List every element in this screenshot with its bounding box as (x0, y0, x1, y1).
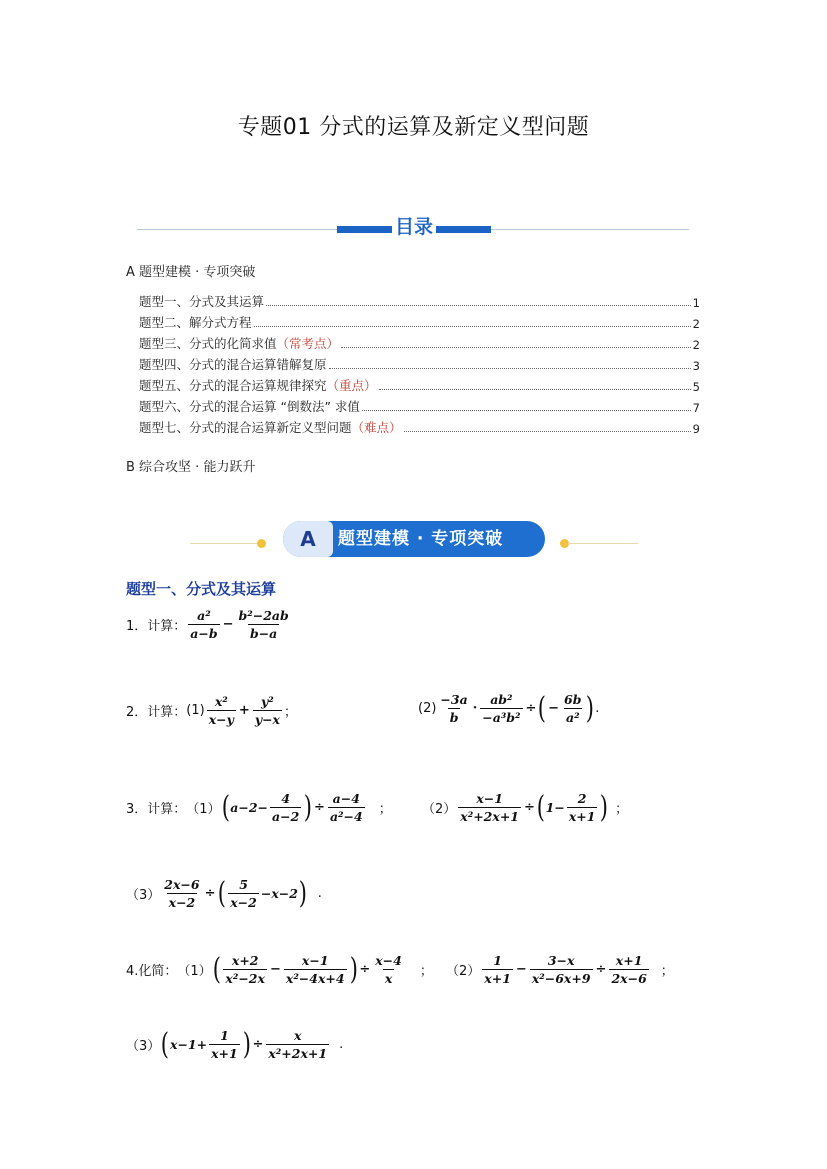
operator: − (515, 962, 527, 977)
denominator: 2x−6 (611, 971, 647, 986)
denominator: x+1 (484, 971, 511, 986)
toc-leader (266, 305, 691, 306)
banner-text: 题型建模 · 专项突破 (338, 529, 504, 549)
toc-leader (341, 347, 691, 348)
banner-dot-left (257, 539, 266, 548)
numerator: a−4 (332, 791, 360, 806)
numerator: 3−x (547, 953, 575, 968)
toc-item[interactable] (139, 334, 700, 352)
denominator: x²−2x (225, 971, 265, 986)
fraction (270, 791, 301, 824)
operator: − (222, 617, 234, 632)
toc-item-label: 题型一、分式及其运算 (139, 294, 265, 309)
operator: − (548, 701, 560, 716)
toc-item[interactable] (139, 292, 700, 310)
numerator: 4 (281, 791, 291, 806)
toc-rule-left (137, 229, 337, 230)
toc-item-page: 2 (692, 338, 700, 352)
fraction (438, 692, 469, 725)
sub-label: （1） (177, 964, 212, 979)
punctuation: ； (378, 802, 392, 817)
toc-item-label: 题型三、分式的化简求值 (139, 336, 277, 351)
punctuation: . (595, 701, 600, 716)
toc-item-label: 题型四、分式的混合运算错解复原 (139, 357, 327, 372)
operator: ÷ (524, 800, 535, 815)
fraction (188, 608, 219, 641)
toc-heading: 目录 (394, 216, 433, 238)
toc-leader (379, 389, 691, 390)
operator: ÷ (314, 800, 325, 815)
fraction (209, 1028, 240, 1061)
numerator: x−4 (375, 953, 402, 968)
problem-2 (126, 694, 297, 727)
denominator: x²−4x+4 (285, 971, 345, 986)
right-paren: ) (586, 690, 595, 726)
fraction (266, 1028, 329, 1061)
numerator: ab² (490, 692, 513, 707)
sub-label: (1) (186, 703, 205, 718)
denominator: x+1 (211, 1046, 238, 1061)
problem-4-part-2 (446, 953, 674, 986)
denominator: x−2 (168, 895, 196, 910)
denominator: y−x (254, 712, 281, 727)
problem-3 (126, 791, 392, 824)
right-paren: ) (304, 789, 313, 825)
fraction (253, 694, 282, 727)
fraction (228, 877, 259, 910)
right-paren: ) (242, 1026, 251, 1062)
toc-item[interactable] (139, 313, 700, 331)
toc-item-page: 1 (692, 296, 700, 310)
fraction (162, 877, 201, 910)
numerator: y² (261, 694, 274, 709)
problem-2-part-2 (418, 692, 599, 725)
fraction (609, 953, 648, 986)
toc-item-label: 题型七、分式的混合运算新定义型问题 (139, 420, 352, 435)
denominator: x+1 (568, 809, 596, 824)
term: 1− (545, 800, 565, 815)
toc-item[interactable] (139, 376, 700, 394)
numerator: a² (197, 608, 211, 623)
toc-accent-right (436, 226, 491, 233)
toc-leader (362, 410, 691, 411)
toc-leader (329, 368, 691, 369)
sub-label: （3） (126, 1039, 161, 1054)
toc-item[interactable] (139, 418, 700, 436)
punctuation: . (339, 1037, 344, 1052)
numerator: b²−2ab (238, 608, 289, 623)
numerator: 2 (577, 791, 587, 806)
denominator: a²−4 (329, 809, 363, 824)
sub-label: （3） (126, 888, 161, 903)
toc-item-note: （常考点） (276, 336, 340, 351)
left-paren: ( (212, 951, 221, 987)
operator: + (238, 703, 250, 718)
fraction (480, 692, 522, 725)
denominator: x (384, 971, 393, 986)
denominator: x²−6x+9 (531, 971, 591, 986)
problem-lead: 4.化简： (126, 964, 178, 979)
denominator: x²+2x+1 (268, 1046, 328, 1061)
numerator: x−1 (301, 953, 329, 968)
problem-1 (126, 608, 293, 641)
page-title: 专题01 分式的运算及新定义型问题 (237, 115, 590, 140)
punctuation: . (317, 886, 322, 901)
fraction (373, 953, 404, 986)
fraction (223, 953, 267, 986)
punctuation: ； (660, 964, 674, 979)
numerator: x−1 (476, 791, 503, 806)
section-heading: 题型一、分式及其运算 (126, 580, 277, 598)
denominator: b (449, 710, 459, 725)
banner-rule-right (568, 543, 638, 544)
fraction (207, 694, 236, 727)
toc-part-b: B 综合攻坚 · 能力跃升 (126, 460, 256, 475)
punctuation: ； (615, 802, 629, 817)
numerator: 1 (493, 953, 502, 968)
numerator: x² (214, 694, 228, 709)
numerator: x (294, 1028, 302, 1043)
toc-item-label: 题型五、分式的混合运算规律探究 (139, 378, 327, 393)
problem-lead: 3．计算： (126, 802, 187, 817)
right-paren: ) (600, 789, 609, 825)
term: −x−2 (260, 886, 298, 901)
toc-item-page: 9 (692, 422, 700, 436)
fraction (530, 953, 593, 986)
toc-item-note: （重点） (326, 378, 377, 393)
toc-item[interactable] (139, 397, 700, 415)
sub-label: (2) (418, 701, 437, 716)
operator: ÷ (204, 886, 216, 901)
fraction (567, 791, 598, 824)
denominator: −a³b² (482, 710, 521, 725)
numerator: 2x−6 (164, 877, 200, 892)
denominator: b−a (249, 626, 278, 641)
term: a−2− (230, 800, 269, 815)
fraction (562, 692, 583, 725)
left-paren: ( (536, 789, 545, 825)
toc-item[interactable] (139, 355, 700, 373)
operator: ÷ (525, 701, 537, 716)
toc-item-label: 题型六、分式的混合运算 “倒数法” 求值 (139, 399, 360, 414)
operator: ÷ (252, 1037, 264, 1052)
problem-4 (126, 953, 433, 986)
numerator: 1 (220, 1028, 229, 1043)
banner-rule-left (190, 543, 260, 544)
numerator: 6b (564, 692, 582, 707)
denominator: a² (565, 710, 580, 725)
fraction (284, 953, 347, 986)
denominator: a−2 (272, 809, 300, 824)
fraction (328, 791, 365, 824)
toc-item-note: （难点） (351, 420, 402, 435)
punctuation: ； (284, 705, 298, 720)
banner-badge: A (283, 521, 333, 557)
left-paren: ( (161, 1026, 170, 1062)
sub-label: （2） (422, 802, 457, 817)
numerator: x+2 (231, 953, 259, 968)
denominator: a−b (190, 626, 218, 641)
denominator: x−2 (230, 895, 257, 910)
left-paren: ( (221, 789, 230, 825)
fraction (237, 608, 291, 641)
problem-3-part-3 (126, 877, 322, 910)
operator: − (269, 962, 281, 977)
toc-leader (404, 431, 691, 432)
toc-leader (254, 326, 691, 327)
toc-rule-right (491, 229, 689, 230)
problem-4-part-3 (126, 1028, 343, 1061)
punctuation: ； (419, 964, 433, 979)
numerator: x+1 (615, 953, 643, 968)
numerator: 5 (239, 877, 248, 892)
left-paren: ( (217, 875, 226, 911)
problem-lead: 1．计算： (126, 619, 187, 634)
right-paren: ) (298, 875, 307, 911)
toc-item-label: 题型二、解分式方程 (139, 315, 252, 330)
toc-item-page: 2 (692, 317, 700, 331)
problem-3-part-2 (422, 791, 628, 824)
term: x−1+ (170, 1037, 208, 1052)
toc-part-a: A 题型建模 · 专项突破 (126, 265, 256, 280)
toc-item-page: 3 (692, 359, 700, 373)
denominator: x²+2x+1 (460, 809, 520, 824)
problem-lead: 2．计算： (126, 705, 187, 720)
toc-item-page: 7 (692, 401, 700, 415)
operator: ÷ (595, 962, 607, 977)
toc-item-page: 5 (692, 380, 700, 394)
fraction (482, 953, 513, 986)
denominator: x−y (208, 712, 234, 727)
operator: ÷ (359, 962, 371, 977)
toc-accent-left (337, 226, 392, 233)
fraction (458, 791, 521, 824)
right-paren: ) (349, 951, 358, 987)
numerator: −3a (440, 692, 468, 707)
operator: · (472, 701, 478, 716)
sub-label: （2） (446, 964, 481, 979)
sub-label: （1） (186, 802, 221, 817)
left-paren: ( (538, 690, 547, 726)
